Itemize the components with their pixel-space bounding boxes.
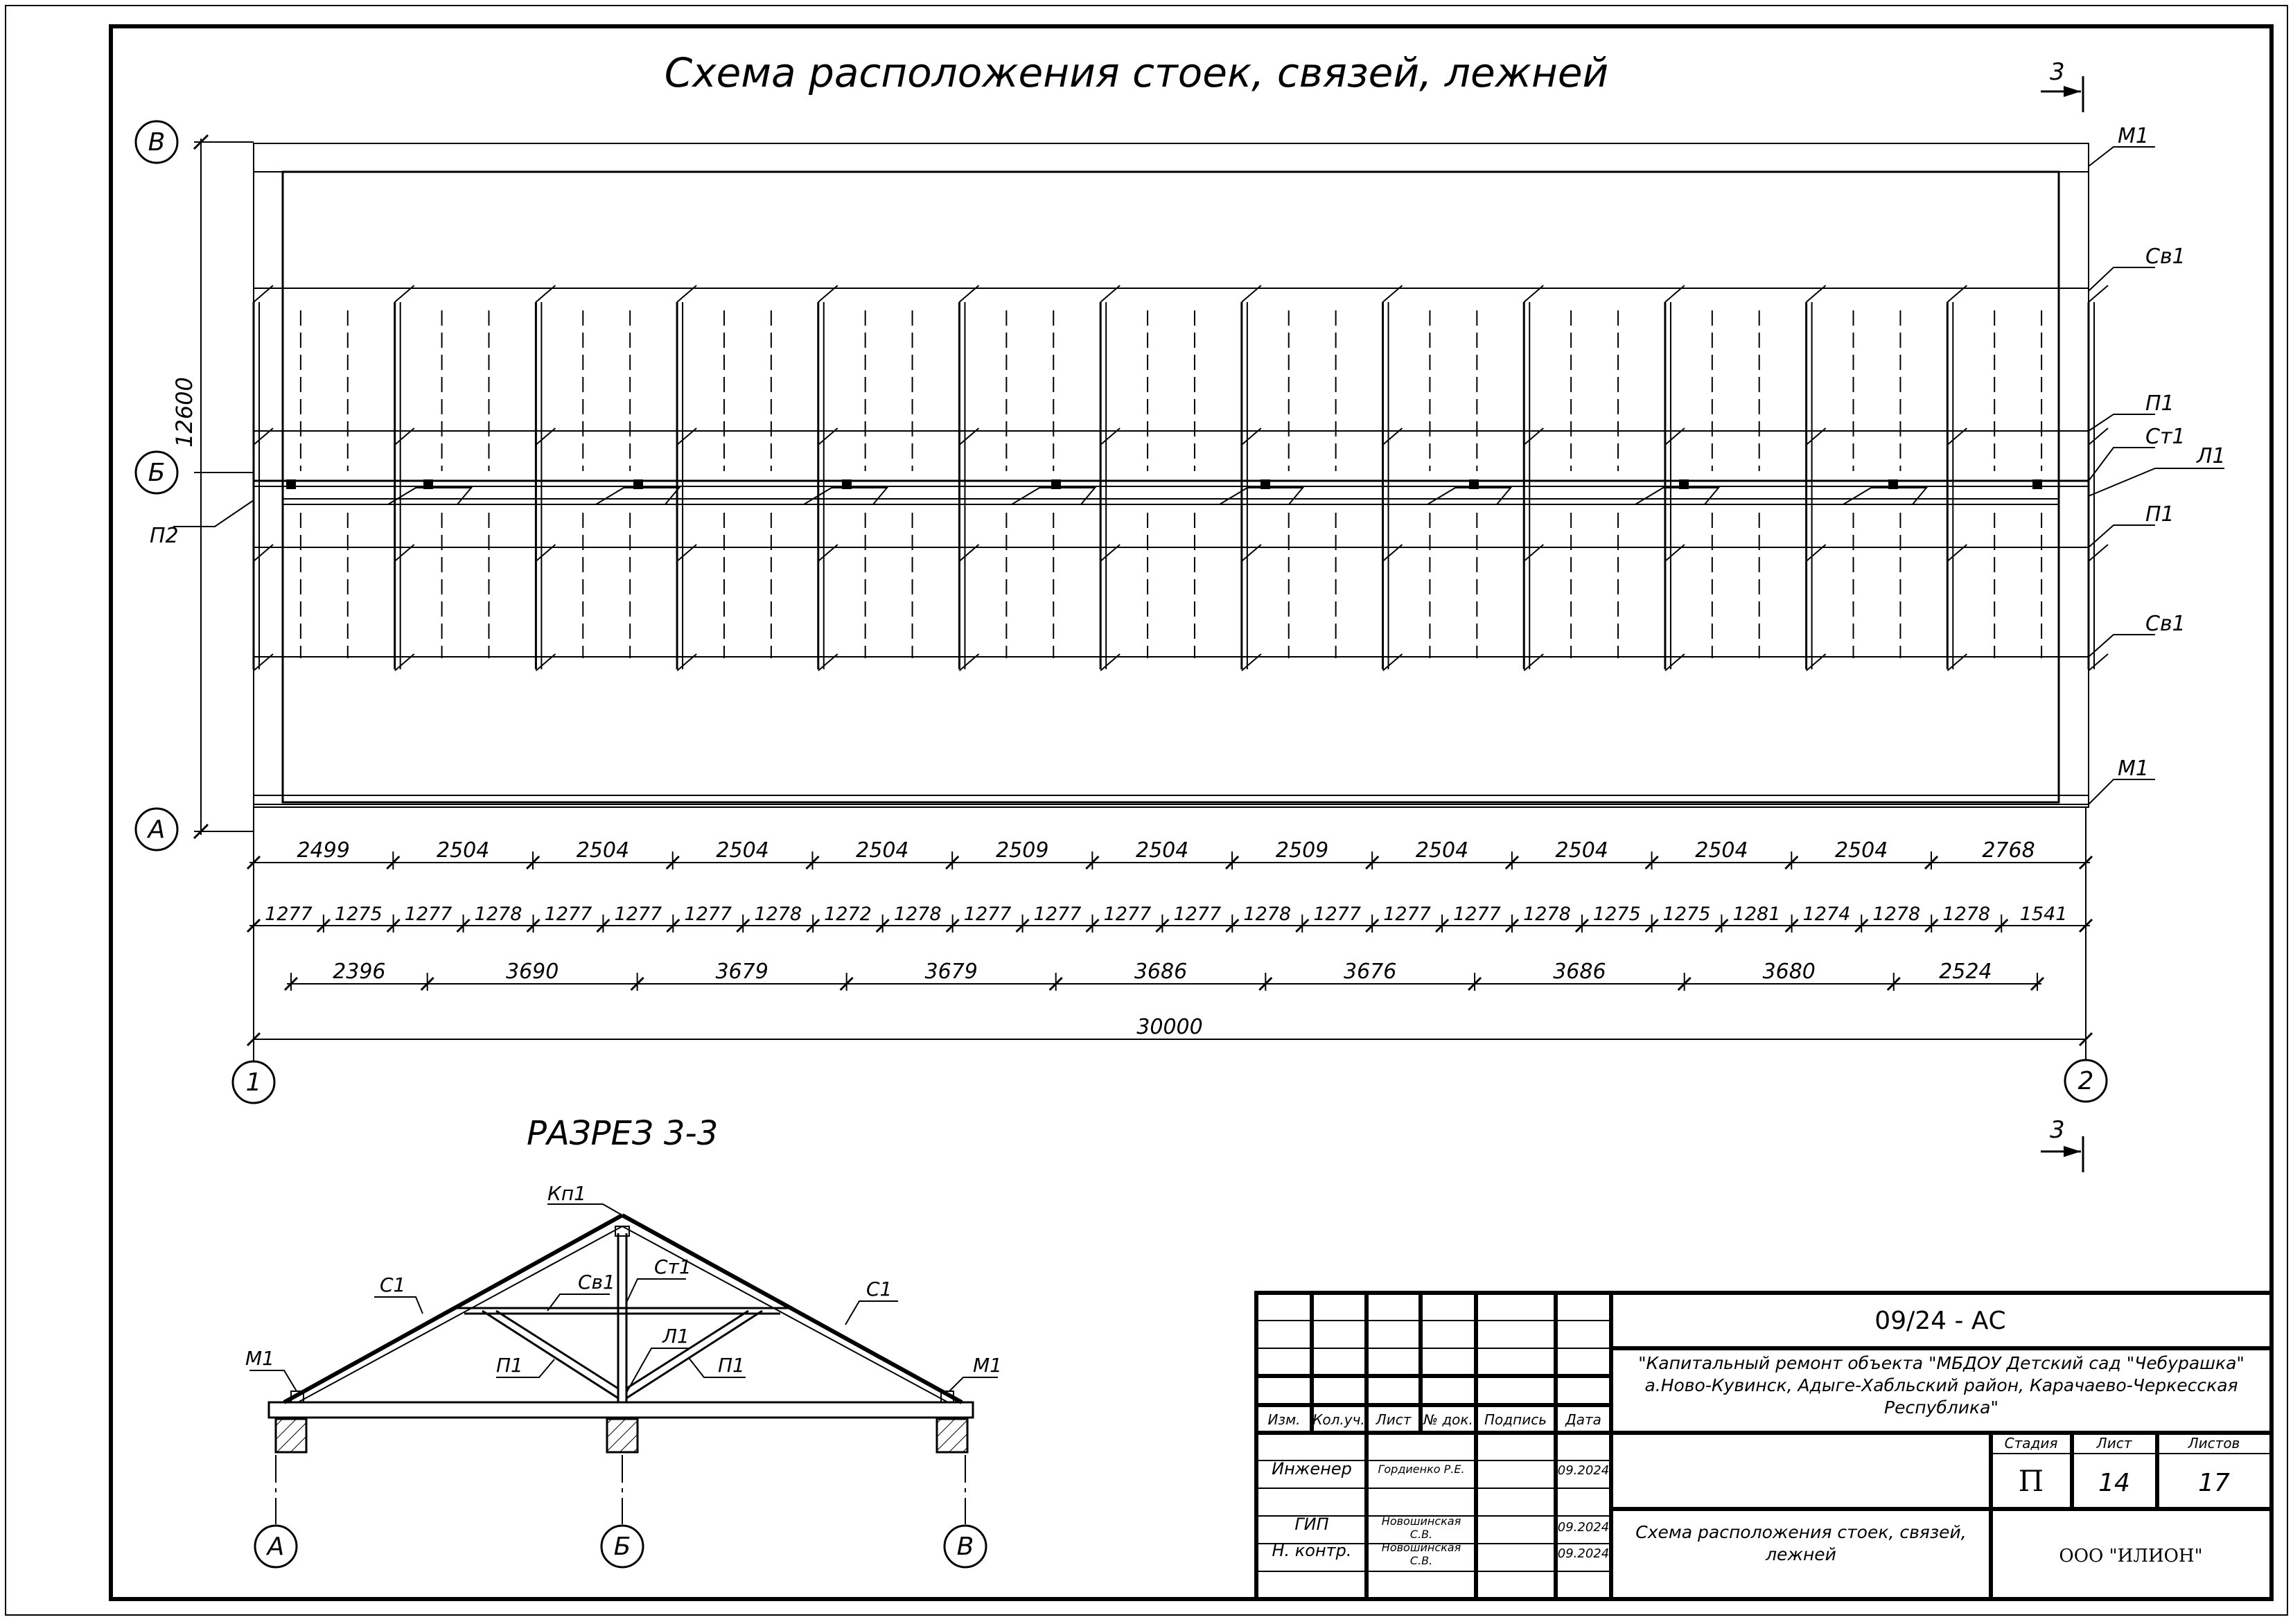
axis-bubble-v — [136, 121, 177, 163]
sheet-label: Лист — [2096, 1435, 2132, 1451]
truss-line — [254, 285, 273, 671]
dimension-label: 2504 — [1834, 838, 1888, 863]
post-marker — [2032, 479, 2042, 489]
dimension-label: 2504 — [856, 838, 909, 863]
dimension-label: 1277 — [404, 903, 453, 925]
leader-label: Л1 — [2197, 444, 2226, 468]
section-marker-bottom — [2041, 1116, 2083, 1172]
dimension-label: 1272 — [824, 903, 872, 925]
dimension-label: 2509 — [996, 838, 1049, 863]
dimension-label: 1278 — [1243, 903, 1292, 925]
section-label: С1 — [866, 1278, 893, 1300]
truss-line — [1524, 285, 1543, 671]
dimension-label: 1277 — [1453, 903, 1501, 925]
dimension-label: 2768 — [1982, 838, 2035, 863]
dimension-label: 3686 — [1134, 960, 1188, 984]
title-block — [1256, 1293, 2272, 1599]
strut-symbol — [804, 488, 887, 504]
row-role: ГИП — [1294, 1515, 1329, 1534]
stage-value: П — [2018, 1464, 2044, 1498]
header-kol: Кол.уч. — [1312, 1411, 1365, 1428]
strut-symbol — [1220, 488, 1303, 504]
plan-outline — [254, 143, 2089, 807]
section-label: С1 — [380, 1273, 406, 1296]
section-label: П1 — [718, 1354, 745, 1377]
truss-line — [395, 285, 414, 671]
dimension-label: 1278 — [754, 903, 802, 925]
dimension-label: 1278 — [474, 903, 522, 925]
section-marker-label: 3 — [2050, 1116, 2065, 1144]
dimension-label: 2524 — [1939, 960, 1992, 984]
svg-text:1: 1 — [245, 1068, 262, 1097]
section-axis-b — [601, 1526, 643, 1567]
leader-label: П1 — [2145, 391, 2175, 416]
section-label: Ст1 — [654, 1255, 692, 1278]
truss-line — [1807, 285, 1826, 671]
svg-text:2: 2 — [2077, 1067, 2094, 1095]
dimension-label: 1275 — [1592, 903, 1641, 925]
dimension-label: 1277 — [1383, 903, 1431, 925]
dimension-label: 2504 — [436, 838, 490, 863]
section-label: М1 — [245, 1347, 274, 1370]
dimension-label: 1541 — [2019, 903, 2068, 925]
dimension-label: 1277 — [684, 903, 732, 925]
leader-label: Ст1 — [2145, 425, 2186, 449]
dimension-label: 1275 — [1662, 903, 1711, 925]
stage-label: Стадия — [2004, 1435, 2058, 1451]
leader-label: Св1 — [2145, 612, 2186, 636]
document-code: 09/24 - АС — [1874, 1307, 2006, 1335]
total-dimension: 30000 — [1136, 1015, 1203, 1039]
svg-text:А: А — [148, 815, 166, 844]
dimension-label: 1277 — [265, 903, 313, 925]
dimension-label: 1278 — [1942, 903, 1991, 925]
section-label: Кп1 — [547, 1182, 586, 1205]
dimension-label: 2504 — [1135, 838, 1189, 863]
svg-text:А: А — [267, 1533, 285, 1561]
axis-bubble-a — [136, 809, 177, 850]
dimension-label: 1277 — [1173, 903, 1222, 925]
height-dimension: 12600 — [171, 377, 197, 448]
header-list: Лист — [1376, 1411, 1412, 1428]
dimension-label: 1277 — [1103, 903, 1152, 925]
dimension-label: 1281 — [1732, 903, 1781, 925]
dimension-label: 2504 — [716, 838, 769, 863]
truss-line — [677, 285, 696, 671]
truss-line — [1242, 285, 1261, 671]
section-label: Л1 — [662, 1325, 689, 1348]
header-date: Дата — [1565, 1411, 1601, 1428]
dimension-label: 2504 — [1415, 838, 1469, 863]
section-view — [245, 1182, 1002, 1524]
section-marker-label: 3 — [2050, 58, 2065, 86]
leader-label: Св1 — [2145, 245, 2186, 269]
strut-symbol — [596, 488, 679, 504]
svg-text:В: В — [148, 128, 166, 157]
header-doc: № док. — [1423, 1411, 1473, 1428]
leader-label: П2 — [150, 524, 179, 548]
header-izm: Изм. — [1267, 1411, 1301, 1428]
section-label: М1 — [973, 1354, 1002, 1377]
row-date: 09.2024 — [1557, 1520, 1610, 1535]
strut-symbol — [1843, 488, 1926, 504]
svg-text:Б: Б — [613, 1533, 631, 1561]
post-b — [607, 1419, 638, 1452]
row-role: Инженер — [1272, 1459, 1352, 1479]
dimension-label: 2504 — [1695, 838, 1748, 863]
leader-label: П1 — [2145, 502, 2175, 527]
dimension-label: 2396 — [333, 960, 386, 984]
dimension-chains — [247, 807, 2092, 1061]
dimension-label: 1277 — [1313, 903, 1362, 925]
svg-text:В: В — [956, 1533, 974, 1561]
sheets-value: 17 — [2198, 1469, 2230, 1497]
truss-line — [1383, 285, 1403, 671]
drawing-title: Схема расположения стоек, связей, лежней — [664, 49, 1609, 96]
truss-line — [1665, 285, 1685, 671]
post-marker — [286, 479, 296, 489]
dimension-label: 1277 — [544, 903, 592, 925]
dimension-label: 2504 — [1555, 838, 1608, 863]
plan-view — [171, 135, 2108, 838]
row-name: Новошинская С.В. — [1381, 1541, 1461, 1567]
section-axis-a — [255, 1526, 297, 1567]
section-marker-top — [2041, 58, 2083, 112]
section-label: Св1 — [578, 1271, 615, 1294]
dimension-label: 3686 — [1553, 960, 1606, 984]
truss-line — [959, 285, 978, 671]
post-v — [937, 1419, 967, 1452]
row-role: Н. контр. — [1272, 1541, 1352, 1560]
post-a — [276, 1419, 306, 1452]
dimension-label: 1278 — [1523, 903, 1571, 925]
dimension-label: 3679 — [924, 960, 978, 984]
dimension-label: 1278 — [893, 903, 942, 925]
dimension-label: 3680 — [1762, 960, 1816, 984]
strut-symbol — [1427, 488, 1511, 504]
plan-leaders — [150, 124, 2226, 804]
row-date: 09.2024 — [1557, 1546, 1610, 1561]
project-name: "Капитальный ремонт объекта "МБДОУ Детский сад "Чебурашка" а.Ново-Кувинск, Адыге-Хабльский район, Карачаево-Черкесская Республика" — [1638, 1353, 2244, 1418]
dimension-label: 1275 — [334, 903, 383, 925]
section-axis-v — [945, 1526, 986, 1567]
truss-line — [818, 285, 838, 671]
row-name: Гордиенко Р.Е. — [1378, 1463, 1465, 1476]
tie-beam — [269, 1402, 973, 1418]
strut-symbol — [1012, 488, 1095, 504]
section-title: РАЗРЕЗ 3-3 — [527, 1114, 719, 1153]
strut-symbol — [1635, 488, 1719, 504]
row-date: 09.2024 — [1557, 1463, 1610, 1478]
dimension-label: 1277 — [963, 903, 1012, 925]
dimension-label: 3690 — [505, 960, 559, 984]
dimension-label: 1274 — [1802, 903, 1851, 925]
dimension-label: 3676 — [1344, 960, 1397, 984]
dimension-label: 1277 — [1033, 903, 1082, 925]
leader-label: М1 — [2118, 757, 2149, 781]
svg-text:Б: Б — [148, 459, 166, 487]
dimension-label: 1278 — [1872, 903, 1921, 925]
sheets-label: Листов — [2188, 1435, 2240, 1451]
dimension-label: 2504 — [576, 838, 630, 863]
dimension-label: 2499 — [297, 838, 350, 863]
dimension-label: 1277 — [614, 903, 662, 925]
dimension-label: 3679 — [715, 960, 768, 984]
axis-bubble-1 — [233, 1061, 274, 1103]
dimension-label: 2509 — [1275, 838, 1329, 863]
drawing-name: Схема расположения стоек, связей, лежней — [1635, 1522, 1967, 1564]
company-name: ООО "ИЛИОН" — [2059, 1546, 2203, 1566]
sheet-value: 14 — [2098, 1469, 2130, 1497]
truss-line — [1947, 285, 1967, 671]
leader-label: М1 — [2118, 124, 2149, 148]
section-label: П1 — [496, 1354, 523, 1377]
axis-bubble-b — [136, 452, 177, 493]
truss-line — [536, 285, 555, 671]
row-name: Новошинская С.В. — [1381, 1515, 1461, 1541]
header-sign: Подпись — [1484, 1411, 1547, 1428]
truss-line — [1100, 285, 1120, 671]
axis-bubble-2 — [2065, 1060, 2107, 1102]
